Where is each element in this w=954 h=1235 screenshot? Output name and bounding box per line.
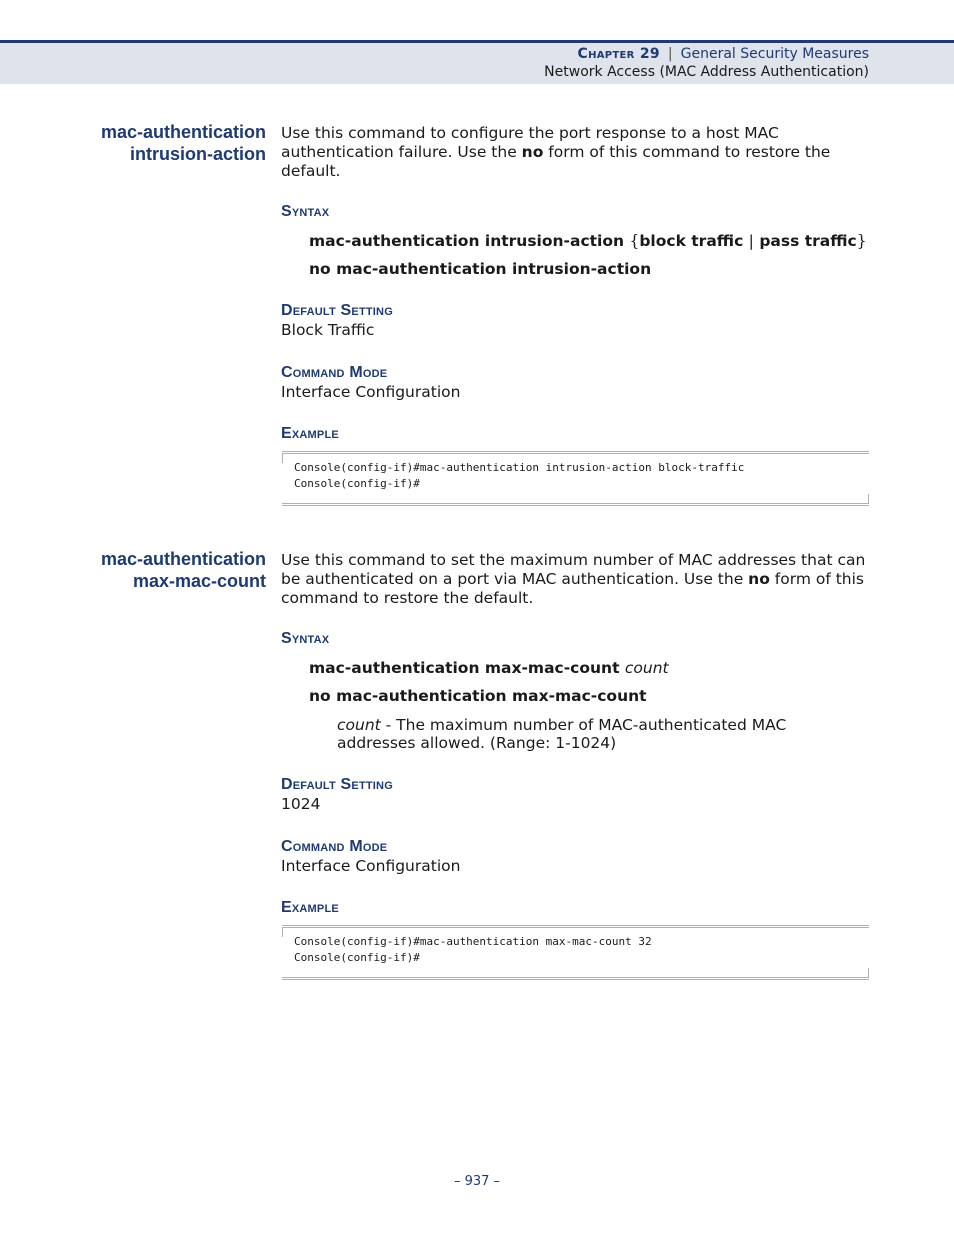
code-line: Console(config-if)#mac-authentication intrusion-action block-traffic — [294, 461, 745, 474]
code-box-corner — [868, 968, 869, 978]
syntax-open-brace: { — [629, 232, 640, 250]
command-heading-intrusion-action — [66, 121, 266, 165]
command-heading-max-mac-count — [66, 548, 266, 592]
code-box-corner — [282, 453, 283, 463]
header-section-title: Network Access (MAC Address Authentication) — [544, 64, 869, 80]
code-line: Console(config-if)# — [294, 951, 420, 964]
syntax-line-1 — [309, 232, 867, 250]
default-setting-value: Block Traffic — [281, 321, 375, 339]
heading-line1: mac-authentication — [100, 549, 266, 569]
syntax-option-pass: pass traffic — [759, 232, 857, 250]
desc-text: form of this command to restore the default. — [281, 143, 831, 180]
default-setting-value: 1024 — [281, 795, 321, 813]
syntax-line-2: no mac-authentication max-mac-count — [309, 687, 647, 705]
desc-keyword-no: no — [748, 570, 770, 588]
syntax-option-block: block traffic — [639, 232, 744, 250]
page-header — [0, 40, 954, 84]
code-line: Console(config-if)# — [294, 477, 420, 490]
example-label: Example — [281, 425, 339, 442]
syntax-line-1 — [309, 659, 669, 677]
code-box-corner — [282, 927, 283, 937]
command-mode-value: Interface Configuration — [281, 383, 461, 401]
desc-text: Use this command to configure the port response to a host MAC authentication failure. Use the — [281, 124, 779, 161]
heading-line1: mac-authentication — [100, 122, 266, 142]
header-chapter-line — [578, 46, 870, 62]
syntax-line-2: no mac-authentication intrusion-action — [309, 260, 652, 278]
syntax-command: mac-authentication max-mac-count — [309, 659, 620, 677]
heading-line2: intrusion-action — [130, 144, 266, 164]
syntax-bar: | — [748, 232, 754, 250]
header-separator: | — [667, 46, 673, 62]
code-example — [282, 925, 869, 980]
page-number: – 937 – — [453, 1174, 501, 1189]
desc-keyword-no: no — [521, 143, 544, 161]
command-mode-value: Interface Configuration — [281, 857, 461, 875]
syntax-close-brace: } — [856, 232, 867, 250]
code-box-corner — [868, 494, 869, 504]
desc-text: Use this command to set the maximum number of MAC addresses that can be authenticated on a port via MAC authentication. Use the — [281, 551, 866, 588]
parameter-description — [337, 716, 837, 752]
syntax-label: Syntax — [281, 630, 330, 647]
desc-text: form of this command to restore the default. — [281, 570, 865, 607]
default-setting-label: Default Setting — [281, 302, 393, 319]
chapter-title: General Security Measures — [680, 46, 869, 62]
command-description — [281, 124, 871, 181]
syntax-label: Syntax — [281, 203, 330, 220]
syntax-command: mac-authentication intrusion-action — [309, 232, 625, 250]
syntax-argument: count — [624, 659, 669, 677]
default-setting-label: Default Setting — [281, 776, 393, 793]
command-mode-label: Command Mode — [281, 838, 388, 855]
code-line: Console(config-if)#mac-authentication max-mac-count 32 — [294, 935, 652, 948]
command-description — [281, 551, 871, 608]
chapter-label: Chapter 29 — [577, 46, 660, 62]
parameter-name: count — [337, 716, 381, 734]
parameter-text: - The maximum number of MAC-authenticated MAC addresses allowed. (Range: 1-1024) — [337, 716, 787, 752]
heading-line2: max-mac-count — [132, 571, 266, 591]
code-example — [282, 451, 869, 506]
example-label: Example — [281, 899, 339, 916]
command-mode-label: Command Mode — [281, 364, 388, 381]
